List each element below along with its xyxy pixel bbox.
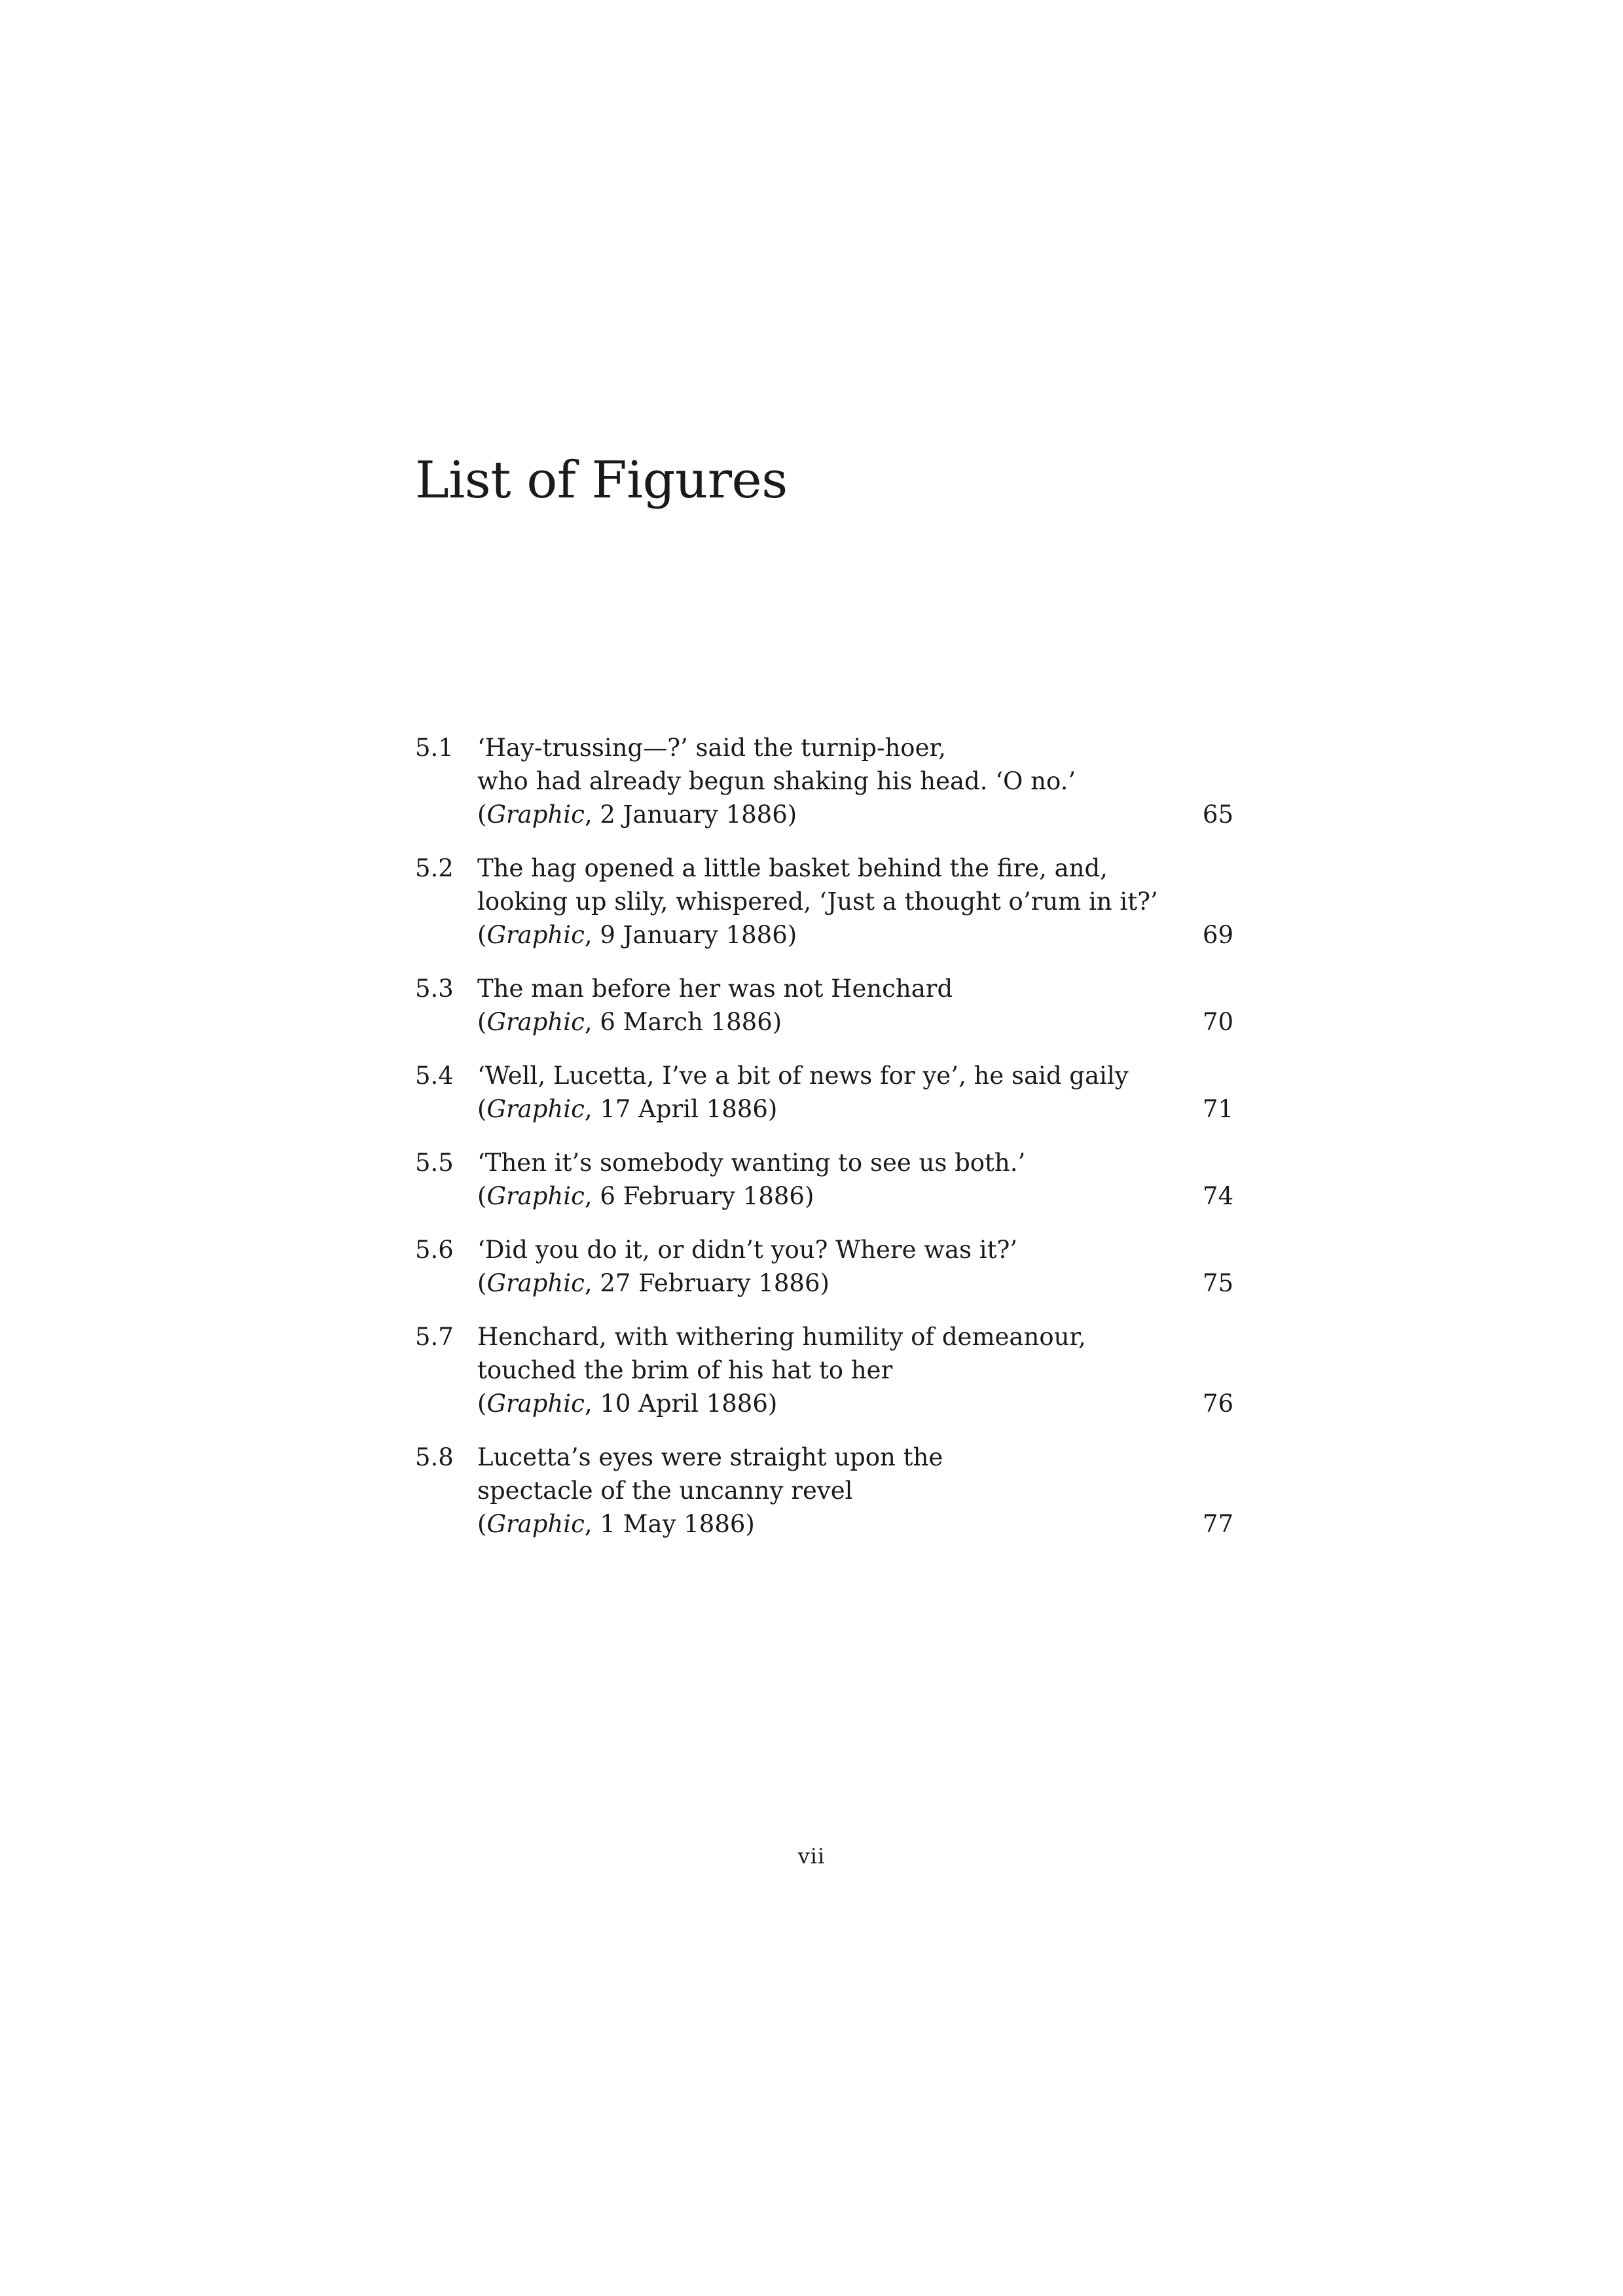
- source-title: Graphic: [486, 1510, 585, 1538]
- figure-list: [415, 731, 1233, 1561]
- figure-source: (Graphic, 9 January 1886): [477, 921, 797, 949]
- source-date: , 6 February 1886): [584, 1182, 814, 1210]
- page-folio: vii: [797, 1844, 826, 1869]
- figure-number: 5.6: [415, 1236, 454, 1264]
- source-title: Graphic: [486, 1008, 585, 1036]
- figure-source: (Graphic, 17 April 1886): [477, 1095, 778, 1123]
- figure-source: (Graphic, 6 February 1886): [477, 1182, 814, 1210]
- figure-caption: [477, 1233, 1132, 1300]
- figure-number: 5.1: [415, 734, 454, 762]
- caption-line: The hag opened a little basket behind the fire, and,: [477, 854, 1108, 882]
- figure-number: 5.5: [415, 1149, 454, 1177]
- figure-number: 5.3: [415, 975, 454, 1003]
- source-title: Graphic: [486, 1390, 585, 1418]
- figure-page-number[interactable]: 75: [1202, 1269, 1233, 1297]
- figure-page-number[interactable]: 69: [1202, 921, 1233, 949]
- figure-entry[interactable]: [415, 1233, 1233, 1300]
- caption-line: touched the brim of his hat to her: [477, 1356, 893, 1384]
- figure-entry[interactable]: [415, 852, 1233, 952]
- figure-entry[interactable]: [415, 1146, 1233, 1213]
- figure-source: (Graphic, 10 April 1886): [477, 1390, 778, 1418]
- figure-caption: [477, 731, 1132, 831]
- caption-line: Henchard, with withering humility of demeanour,: [477, 1323, 1086, 1351]
- source-date: , 17 April 1886): [584, 1095, 778, 1123]
- caption-line: who had already begun shaking his head. ‘O no.’: [477, 767, 1076, 795]
- caption-line: ‘Then it’s somebody wanting to see us both.’: [477, 1149, 1026, 1177]
- figure-caption: [477, 972, 1132, 1039]
- figure-number: 5.7: [415, 1323, 454, 1351]
- figure-entry[interactable]: [415, 972, 1233, 1039]
- source-date: , 27 February 1886): [584, 1269, 830, 1297]
- figure-page-number[interactable]: 76: [1202, 1390, 1233, 1418]
- figure-page-number[interactable]: 74: [1202, 1182, 1233, 1210]
- figure-page-number[interactable]: 70: [1202, 1008, 1233, 1036]
- source-title: Graphic: [486, 800, 585, 829]
- figure-caption: [477, 1320, 1132, 1420]
- source-title: Graphic: [486, 921, 585, 949]
- caption-line: looking up slily, whispered, ‘Just a thought o’rum in it?’: [477, 888, 1158, 916]
- source-date: , 1 May 1886): [584, 1510, 755, 1538]
- figure-page-number[interactable]: 65: [1202, 800, 1233, 829]
- figure-source: (Graphic, 6 March 1886): [477, 1008, 782, 1036]
- figure-caption: [477, 1441, 1132, 1541]
- source-date: , 2 January 1886): [584, 800, 797, 829]
- figure-caption: [477, 852, 1158, 952]
- caption-line: spectacle of the uncanny revel: [477, 1477, 853, 1505]
- figure-entry[interactable]: [415, 1059, 1233, 1126]
- source-date: , 9 January 1886): [584, 921, 797, 949]
- figure-number: 5.8: [415, 1443, 454, 1471]
- figure-caption: [477, 1059, 1132, 1126]
- page-title: List of Figures: [415, 451, 788, 510]
- figure-page-number[interactable]: 71: [1202, 1095, 1233, 1123]
- caption-line: ‘Well, Lucetta, I’ve a bit of news for ye’, he said gaily: [477, 1062, 1129, 1090]
- caption-line: Lucetta’s eyes were straight upon the: [477, 1443, 943, 1471]
- figure-source: (Graphic, 27 February 1886): [477, 1269, 830, 1297]
- figure-source: (Graphic, 2 January 1886): [477, 800, 797, 829]
- caption-line: ‘Did you do it, or didn’t you? Where was it?’: [477, 1236, 1018, 1264]
- figure-entry[interactable]: [415, 1441, 1233, 1541]
- caption-line: The man before her was not Henchard: [477, 975, 953, 1003]
- source-title: Graphic: [486, 1269, 585, 1297]
- source-date: , 6 March 1886): [584, 1008, 782, 1036]
- figure-entry[interactable]: [415, 731, 1233, 831]
- source-date: , 10 April 1886): [584, 1390, 778, 1418]
- figure-page-number[interactable]: 77: [1202, 1510, 1233, 1538]
- figure-entry[interactable]: [415, 1320, 1233, 1420]
- figure-caption: [477, 1146, 1132, 1213]
- figure-source: (Graphic, 1 May 1886): [477, 1510, 755, 1538]
- caption-line: ‘Hay-trussing—?’ said the turnip-hoer,: [477, 734, 946, 762]
- figure-number: 5.4: [415, 1062, 454, 1090]
- figure-number: 5.2: [415, 854, 454, 882]
- source-title: Graphic: [486, 1095, 585, 1123]
- source-title: Graphic: [486, 1182, 585, 1210]
